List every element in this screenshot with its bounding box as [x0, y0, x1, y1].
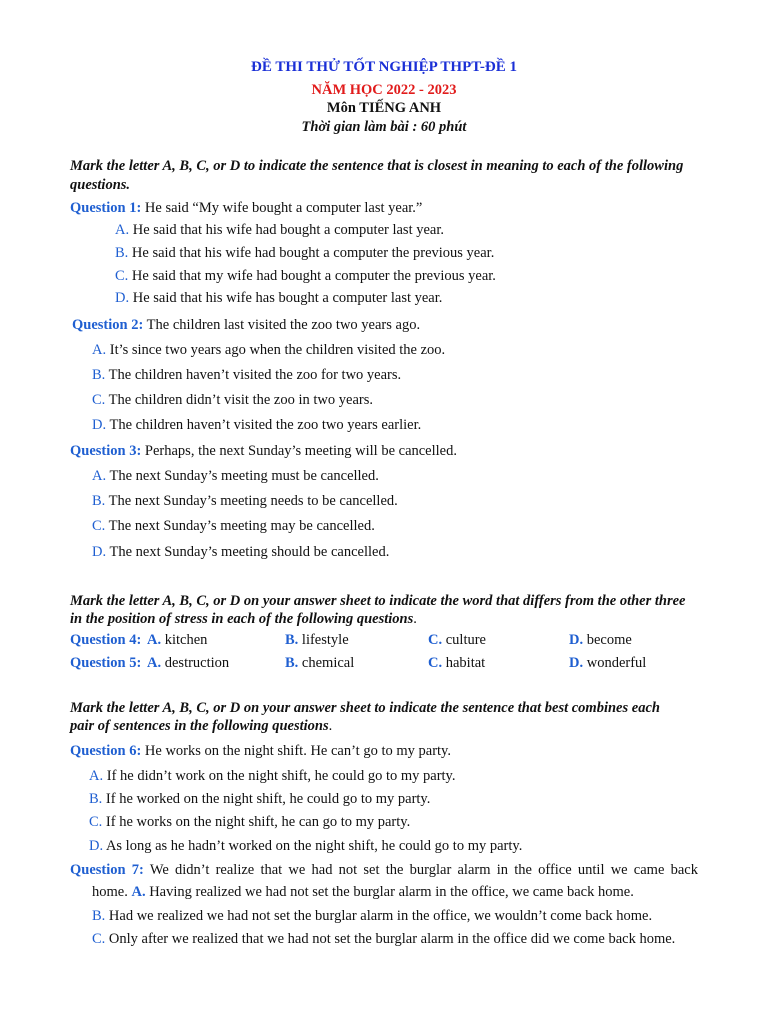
question-label: Question 7: [70, 862, 144, 878]
question-label: Question 1: [70, 200, 142, 216]
section3-instruction: Mark the letter A, B, C, or D on your answer sheet to indicate the sentence that best combines each [70, 700, 660, 716]
option-q3-d[interactable]: D. The next Sunday’s meeting should be cancelled. [92, 544, 390, 560]
section1-instruction: Mark the letter A, B, C, or D to indicate the sentence that is closest in meaning to each of the following [70, 158, 684, 174]
option-q3-a[interactable]: A. The next Sunday’s meeting must be cancelled. [92, 468, 379, 484]
question-2 [72, 316, 420, 334]
question-5-label: Question 5: [70, 655, 142, 671]
option-q4-d[interactable]: D. become [569, 632, 632, 648]
option-q5-b[interactable]: B. chemical [285, 655, 355, 671]
question-label: Question 3: [70, 443, 142, 459]
option-q5-c[interactable]: C. habitat [428, 655, 486, 671]
question-6 [70, 742, 451, 760]
option-q6-a[interactable]: A. If he didn’t work on the night shift, he could go to my party. [89, 768, 456, 784]
option-q2-b[interactable]: B. The children haven’t visited the zoo for two years. [92, 367, 402, 383]
section1-instruction-cont: questions. [70, 177, 131, 193]
question-3 [70, 442, 457, 460]
option-q2-c[interactable]: C. The children didn’t visit the zoo in two years. [92, 392, 373, 408]
option-q4-a[interactable]: A. kitchen [147, 632, 208, 648]
option-q3-b[interactable]: B. The next Sunday’s meeting needs to be cancelled. [92, 493, 398, 509]
school-year: NĂM HỌC 2022 - 2023 [311, 82, 457, 98]
section2-instruction-cont: in the position of stress in each of the following questions. [70, 611, 417, 627]
question-7-cont: home. A. Having realized we had not set the burglar alarm in the office, we came back home. [92, 884, 634, 900]
option-q1-c[interactable]: C. He said that my wife had bought a computer the previous year. [115, 268, 496, 284]
exam-title: ĐỀ THI THỬ TỐT NGHIỆP THPT-ĐỀ 1 [251, 59, 517, 75]
question-text: He works on the night shift. He can’t go to my party. [144, 743, 451, 759]
question-7 [70, 861, 698, 879]
question-text: He said “My wife bought a computer last year.” [144, 200, 423, 216]
option-q5-d[interactable]: D. wonderful [569, 655, 647, 671]
option-q1-b[interactable]: B. He said that his wife had bought a computer the previous year. [115, 245, 495, 261]
question-text: The children last visited the zoo two years ago. [146, 317, 421, 333]
option-q7-c[interactable]: C. Only after we realized that we had not set the burglar alarm in the office did we come back home. [92, 931, 676, 947]
option-q7-b[interactable]: B. Had we realized we had not set the burglar alarm in the office, we wouldn’t come back home. [92, 908, 653, 924]
question-label: Question 6: [70, 743, 142, 759]
option-q3-c[interactable]: C. The next Sunday’s meeting may be cancelled. [92, 518, 375, 534]
option-q4-c[interactable]: C. culture [428, 632, 486, 648]
option-q2-d[interactable]: D. The children haven’t visited the zoo two years earlier. [92, 417, 422, 433]
option-q7-a[interactable]: A. Having realized we had not set the burglar alarm in the office, we came back home. [131, 884, 634, 900]
option-q2-a[interactable]: A. It’s since two years ago when the children visited the zoo. [92, 342, 446, 358]
option-q6-c[interactable]: C. If he works on the night shift, he can go to my party. [89, 814, 411, 830]
option-q5-a[interactable]: A. destruction [147, 655, 230, 671]
option-q6-d[interactable]: D. As long as he hadn’t worked on the night shift, he could go to my party. [89, 838, 523, 854]
option-q1-d[interactable]: D. He said that his wife has bought a computer last year. [115, 290, 443, 306]
question-4-label: Question 4: [70, 632, 142, 648]
option-q1-a[interactable]: A. He said that his wife had bought a computer last year. [115, 222, 444, 238]
question-text: Perhaps, the next Sunday’s meeting will be cancelled. [144, 443, 457, 459]
question-text: We didn’t realize that we had not set the burglar alarm in the office until we came back [149, 862, 698, 878]
option-q4-b[interactable]: B. lifestyle [285, 632, 349, 648]
subject: Môn TIẾNG ANH [326, 100, 442, 116]
question-label: Question 2: [72, 317, 144, 333]
section2-instruction: Mark the letter A, B, C, or D on your answer sheet to indicate the word that differs from the other three [70, 593, 686, 609]
option-q6-b[interactable]: B. If he worked on the night shift, he could go to my party. [89, 791, 431, 807]
duration: Thời gian làm bài : 60 phút [301, 119, 467, 135]
question-1 [70, 199, 422, 217]
section3-instruction-cont: pair of sentences in the following questions. [70, 718, 333, 734]
